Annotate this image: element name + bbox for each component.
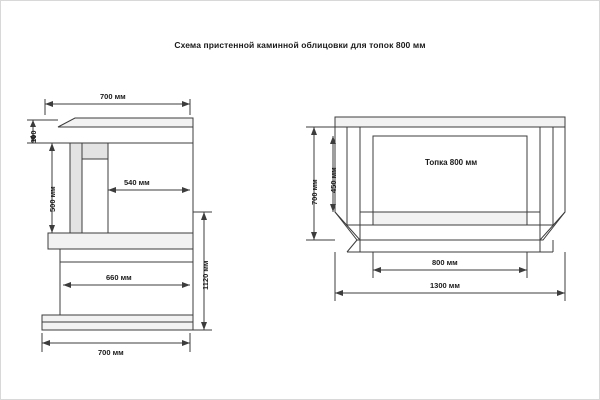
firebox-label: Топка 800 мм [425,158,478,167]
dim-side-top-offset: 100 [29,130,38,143]
dim-front-total-width: 1300 мм [430,281,460,290]
dim-front-opening-width: 800 мм [432,258,458,267]
dim-side-bottom-width: 700 мм [98,348,124,357]
dim-side-base-width: 660 мм [106,273,132,282]
front-view-drawing [300,0,600,400]
dim-side-portal-height: 500 мм [48,186,57,212]
dim-front-opening-height: 450 мм [329,167,338,193]
dim-side-portal-width: 540 мм [124,178,150,187]
dim-front-total-height: 700 мм [310,179,319,205]
dim-side-top-width: 700 мм [100,92,126,101]
page-title: Схема пристенной каминной облицовки для топок 800 мм [174,40,426,50]
dim-side-total-height: 1120 мм [201,260,210,290]
